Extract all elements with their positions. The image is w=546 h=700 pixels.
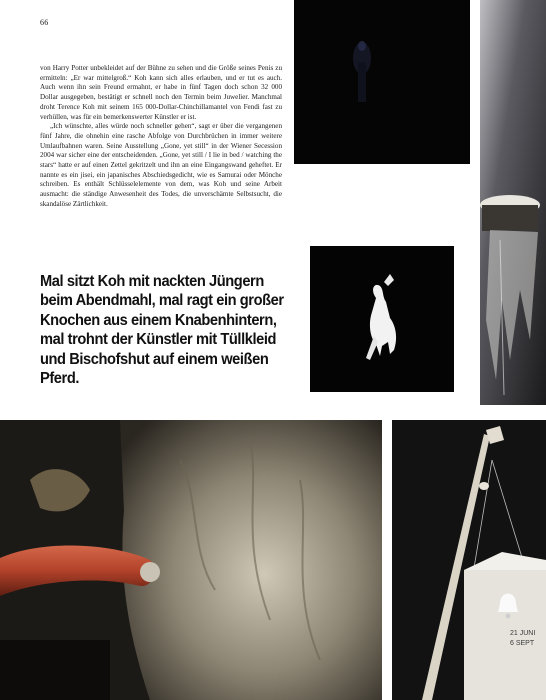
pull-quote: Mal sitzt Koh mit nackten Jüngern beim Abendmahl, mal ragt ein großer Knochen aus einem Knabenhintern, mal trohnt der Künstler mit Tüllkleid und Bischofshut auf einem weißen Pferd.	[40, 273, 284, 388]
article-paragraph-1: von Harry Potter unbekleidet auf der Bühne zu sehen und die Größe seines Penis zu ermitteln: „Er war mittelgroß.“ Koh kann sich alles erlauben, und er tut es auch. Auch wenn ihn sein Freund ermahnt, er habe in fünf Tagen doch schon 32 000 Dollar ausgegeben, bestätigt er schnell noch den Termin beim Juwelier. Manchmal droht Terence Koh mit seinem 165 000-Dollar-Chinchillamantel von Fendi fast zu verhüllen, was für ein bemerkenswerter Künstler er ist.	[40, 64, 282, 121]
article-body	[40, 64, 282, 210]
photo-box-with-bell	[392, 420, 546, 700]
photo-white-rider	[310, 246, 454, 392]
photo-sausage-wall	[0, 420, 382, 700]
box-inscription-1: 21 JUNI	[510, 630, 536, 637]
photo-dark-figure	[294, 0, 470, 164]
article-paragraph-2: „Ich wünschte, alles würde noch schneller gehen“, sagt er über die vergangenen fünf Jahre, die ohnehin eine rasche Abfolge von Durchbrüchen in immer weitere Umlaufbahnen waren. Seine Ausstellung „Gone, yet still“ in der Wiener Secession 2004 war sicher eine der entscheidenden. „Gone, yet still / I lie in bed / watching the stars“ hatte er auf einen Zettel gekritzelt und ihn an eine Eingangswand geheftet. Er nannte es ein jisei, ein japanisches Abschiedsgedicht, wie es Samurai oder Mönche schreiben. Es enthält Schlüsselelemente von dem, was Koh und seine Arbeit ausmacht: die ständige Anwesenheit des Todes, die unverschämte Selbstsucht, die skandalöse Zärtlichkeit.	[40, 122, 282, 208]
page-number: 66	[40, 18, 49, 27]
box-inscription-2: 6 SEPT	[510, 640, 535, 647]
photo-tulle-installation	[480, 0, 546, 405]
